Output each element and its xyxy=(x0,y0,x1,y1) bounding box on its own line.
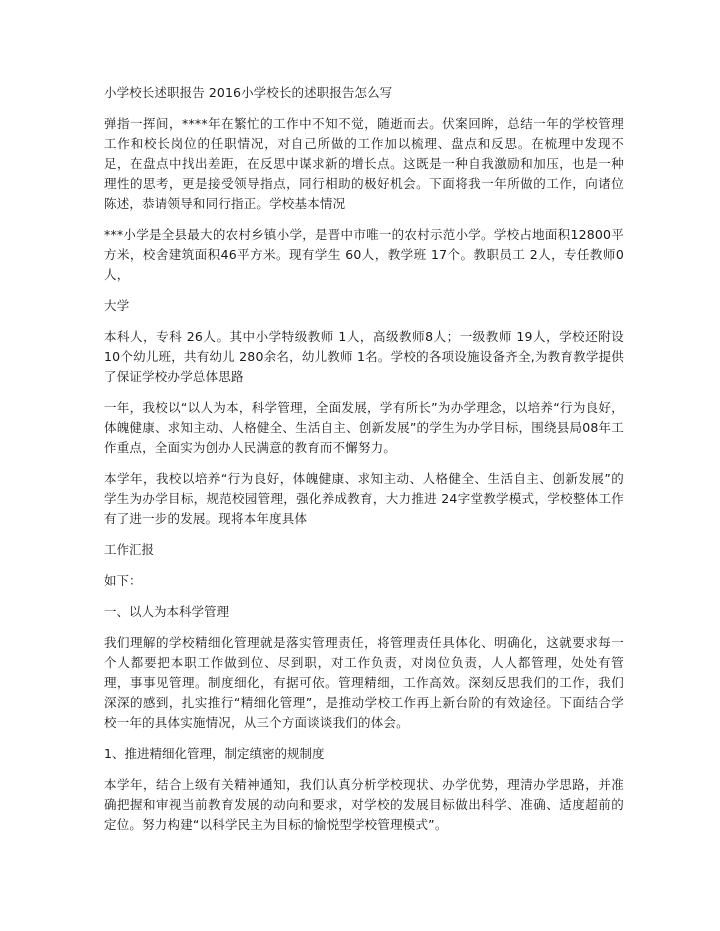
paragraph-as-follows: 如下： xyxy=(104,573,142,588)
paragraph-fragment-university: 大学 xyxy=(104,298,130,313)
paragraph-fine-management: 我们理解的学校精细化管理就是落实管理责任，将管理责任具体化、明确化，这就要求每一个人都要把本职工作做到位、尽到职，对工作负责，对岗位负责，人人都管理，处处有管理，事事见管理。制度细化，有据可依。管理精细，工作高效。深刻反思我们的工作，我们深深的感到，扎实推行“精细化管理”，是推动学校工作再上新台阶的有效途径。下面结合学校一年的具体实施情况，从三个方面谈谈我们的体会。 xyxy=(104,635,624,730)
section-heading-1: 一、以人为本科学管理 xyxy=(104,604,230,619)
document-title: 小学校长述职报告 2016小学校长的述职报告怎么写 xyxy=(104,85,393,100)
paragraph-intro: 弹指一挥间，****年在繁忙的工作中不知不觉，随逝而去。伏案回眸，总结一年的学校管理工作和校长岗位的任职情况，对自己所做的工作加以梳理、盘点和反思。在梳理中发现不足，在盘点中找出差距，在反思中谋求新的增长点。这既是一种自我激励和加压，也是一种理性的思考，更是接受领导指点，同行相助的极好机会。下面将我一年所做的工作，向诸位陈述，恭请领导和同行指正。学校基本情况 xyxy=(104,116,624,211)
subsection-heading-1: 1、推进精细化管理，制定缜密的规制度 xyxy=(104,746,325,761)
paragraph-work-report: 工作汇报 xyxy=(104,542,155,557)
paragraph-school-overview: ***小学是全县最大的农村乡镇小学，是晋中市唯一的农村示范小学。学校占地面积12800平方米，校舍建筑面积46平方米。现有学生 60人，教学班 17个。教职员工 2人，专任教师0人， xyxy=(104,227,624,282)
paragraph-year-summary: 本学年，我校以培养“行为良好，体魄健康、求知主动、人格健全、生活自主、创新发展”的学生为办学目标，规范校园管理，强化养成教育，大力推进 24字堂教学模式，学校整体工作有了进一步的发展。现将本年度具体 xyxy=(104,471,624,526)
paragraph-staff-facilities: 本科人，专科 26人。其中小学特级教师 1人，高级教师8人；一级教师 19人，学校还附设 10个幼儿班，共有幼儿 280余名，幼儿教师 1名。学校的各项设施设备齐全,为教育教学提供了保证学校办学总体思路 xyxy=(104,329,624,384)
paragraph-academic-year: 本学年，结合上级有关精神通知，我们认真分析学校现状、办学优势，理清办学思路，并准确把握和审视当前教育发展的动向和要求，对学校的发展目标做出科学、准确、适度超前的定位。努力构建“以科学民主为目标的愉悦型学校管理模式”。 xyxy=(104,777,624,832)
document-page xyxy=(104,84,624,846)
paragraph-philosophy: 一年，我校以“以人为本，科学管理，全面发展，学有所长”为办学理念，以培养“行为良好，体魄健康、求知主动、人格健全、生活自主、创新发展”的学生为办学目标，围绕县局08年工作重点，全面实为创办人民满意的教育而不懈努力。 xyxy=(104,400,624,455)
